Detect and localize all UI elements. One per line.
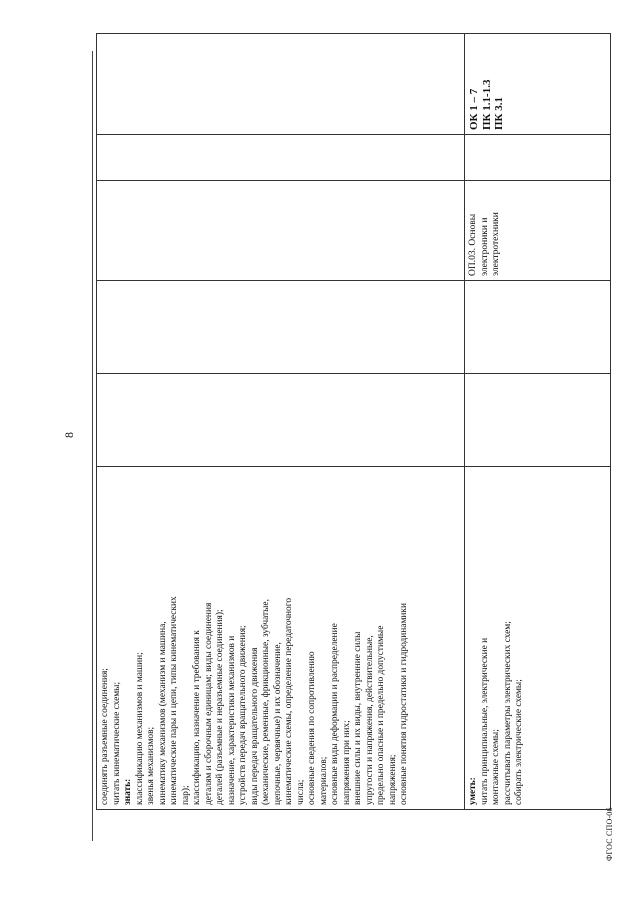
content-line: основные виды деформации и распределение xyxy=(330,623,340,805)
competence-line: ОК 1 – 7 xyxy=(468,88,480,130)
competence-cell xyxy=(97,34,465,135)
competence-line: ПК 1.1-1.3 xyxy=(480,79,493,130)
header-rule xyxy=(92,51,93,841)
content-line: (механические, ременные, фрикционные, зубчатые, xyxy=(261,599,271,805)
empty-cell xyxy=(465,374,611,467)
content-line: пар); xyxy=(180,785,191,805)
competence-line: ПК 3.1 xyxy=(493,96,505,130)
content-line: назначение, характеристики механизмов и xyxy=(226,635,237,805)
content-line: деталей (разъемные и неразъемные соединения); xyxy=(215,609,225,805)
table-row-mechanics xyxy=(97,34,465,810)
content-line: кинематические схемы, определение передаточного xyxy=(284,597,294,805)
discipline-line: ОП.03. Основы xyxy=(468,213,478,276)
discipline-line: электроники и xyxy=(479,217,490,276)
content-line: рассчитывать параметры электрических схем; xyxy=(502,621,513,805)
content-line: деталям и сборочным единицам; виды соединения xyxy=(203,602,214,805)
empty-cell xyxy=(97,374,465,467)
content-line: звенья механизмов; xyxy=(146,726,156,805)
table-row-electronics xyxy=(465,34,611,810)
content-line: кинематику механизмов (механизм и машина, xyxy=(157,621,168,805)
section-heading: знать: xyxy=(123,778,133,805)
discipline-cell xyxy=(97,181,465,281)
content-line: предельно опасные и предельно допустимые xyxy=(376,625,386,805)
content-line: числа; xyxy=(295,779,306,805)
content-line: классификацию механизмов и машин; xyxy=(134,652,145,805)
content-line: читать принципиальные, электрические и xyxy=(479,637,490,805)
content-line: внешние силы и их виды, внутренние силы xyxy=(353,631,363,805)
content-line: классификацию, назначение и требования к xyxy=(192,630,202,805)
content-line: читать кинематические схемы; xyxy=(111,681,122,805)
content-line: напряжения при них; xyxy=(341,720,352,805)
content-line: основные понятия гидростатики и гидродинамики xyxy=(399,603,409,805)
empty-cell xyxy=(465,281,611,374)
empty-cell xyxy=(465,135,611,181)
content-line: соединять разъемные соединения; xyxy=(100,668,110,805)
empty-cell xyxy=(97,135,465,181)
discipline-cell xyxy=(465,181,611,281)
page-number: 8 xyxy=(62,432,76,438)
content-line: упругости и напряжения, действительные, xyxy=(364,635,375,805)
curriculum-table xyxy=(96,33,611,810)
empty-cell xyxy=(97,281,465,374)
content-line: напряжения; xyxy=(387,754,398,805)
content-line: виды передач вращательного движения xyxy=(249,647,260,805)
content-line: материалов; xyxy=(318,756,329,805)
footer-code: ФГОС СПО-06 xyxy=(605,807,614,861)
content-cell xyxy=(97,467,465,810)
content-line: монтажные схемы; xyxy=(491,729,501,805)
content-line: основные сведения по сопротивлению xyxy=(307,651,317,805)
discipline-name xyxy=(468,185,503,276)
content-line: цепочные, червячные) и их обозначение, xyxy=(272,642,283,805)
section-heading: уметь: xyxy=(468,777,478,805)
content-line: устройств передач вращательного движения; xyxy=(238,625,248,805)
content-lines xyxy=(468,471,526,805)
competence-codes xyxy=(468,38,506,130)
content-line: собирать электрические схемы; xyxy=(514,679,524,805)
discipline-line: электротехники xyxy=(491,212,501,276)
content-lines xyxy=(100,471,411,805)
competence-cell xyxy=(465,34,611,135)
content-line: кинематические пары и цепи, типы кинематических xyxy=(169,596,179,805)
content-cell xyxy=(465,467,611,810)
